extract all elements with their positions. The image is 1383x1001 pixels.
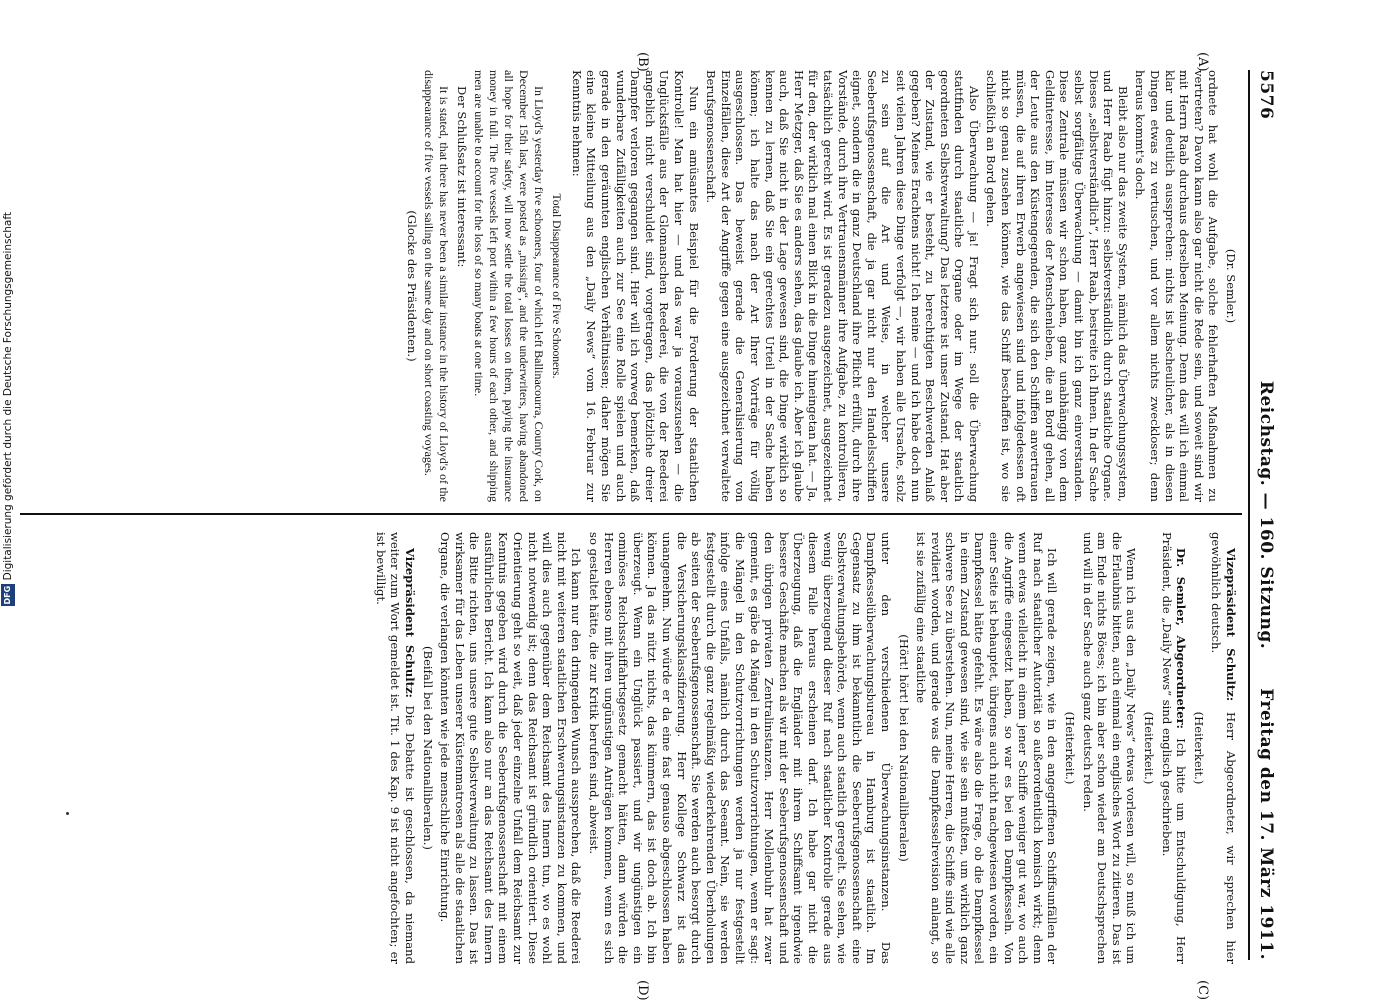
- paragraph: Ich kann nur den dringenden Wunsch aussprechen, daß die Reederei nicht mit weiteren staatlichen Erschwerungsinstanzen zu kommen, und will dies auch gegenüber dem Reichsamt des Innern tun, wo es wohl nicht notwendig ist; denn das Reichsamt ist gründlich orientiert. Diese Orientierung geht so weit, daß jeder einzelne Unfall dem Reichsamt zur Kenntnis gegeben wird durch die Seeberufsgenossenschaft mit einem ausführlichen Bericht. Ich kann also nur an das Reichsamt des Innern die Bitte richten, uns unsere gute Selbstverwaltung zu lassen. Das ist wirksamer für das Leben unserer Küstenmatrosen als alle die staatlichen Organe, die verlangen könnten wie jede menschliche Einrichtung.: [438, 532, 584, 964]
- quote-title: Total Disappearance of Five Schooners.: [550, 193, 564, 379]
- paragraph: Nun ein amüsantes Beispiel für die Forderung der staatlichen Kontrolle! Man hat hier — und das war ja vorauszusehen — die Unglücksfälle aus der Glomanschen Reederei, die von der Reederei angeblich nicht verschuldet sind, vorgetragen, das plötzliche dreier Dampfer verloren gegangen sind. Hier will ich vorweg bemerken, daß wunderbare Zufälligkeiten auch zur See eine Rolle spielen und auch gerade in den geräumten englischen Verhältnissen; daher mögen Sie eine kleine Mitteilung aus den „Daily News“ vom 16. Februar zur Kenntnis nehmen:: [569, 70, 701, 502]
- english-quote: In Lloyd's yesterday five schooners, four of which left Ballinacourra, County Cork, on December 15th last, were posted as „missing“, and the underwriters, having abandoned all hope for their safety, will now settle the total losses on them, paying the insurance money in full. The five vessels left port within a few hours of each other, and shipping men are unable to account for the loss of so many boats at one time.: [472, 70, 546, 502]
- margin-mark-b: (B): [635, 52, 650, 72]
- speaker-name: Vizepräsident Schultz:: [1224, 548, 1238, 702]
- paragraph: Der Schlußsatz ist interessant:: [454, 86, 469, 268]
- scan-speck: [66, 812, 69, 815]
- speaker-name: Dr. Semler, Abgeordneter:: [1174, 548, 1189, 729]
- speaker-continuation: (Dr. Semler.): [1224, 248, 1238, 324]
- margin-mark-a: (A): [1195, 52, 1210, 72]
- paragraph: Also Überwachung — ja! Fragt sich nur: soll die Überwachung stattfinden durch staatliche Organe oder im Wege der staatlich geordneten Selbstverwaltung? Das letztere ist unser Zustand. Hat aber der Zustand, wie er besteht, zu berechtigten Beschwerden Anlaß gegeben? Meines Erachtens nicht! Ich meine — und ich habe doch nun seit vielen Jahren diese Dinge verfolgt —, wir haben alle Ursache, stolz zu sein auf die Art und Weise, in welcher unsere Seeberufsgenossenschaft, die ja gar nicht nur den Handelsschiffen eignet, sondern die in ganz Deutschland ihre Pflicht erfüllt, durch ihre Vorstände, durch ihre Vertrauensmänner ihre Aufgabe, zu kontrollieren, tatsächlich gerecht wird. Es ist geradezu ausgezeichnet, ausgezeichnet für den, der wirklich mal einen Blick in die Dinge hineingetan hat. — Ja, Herr Metzger, daß Sie es anders sehen, das glaube ich. Aber ich glaube auch, daß Sie nicht in der Lage gewesen sind, die Dinge wirklich so kennen zu lernen, daß Sie ein gerechtes Urteil in der Sache haben können; ich halte das nach der Art Ihrer Vorträge für völlig ausgeschlossen. Das beweist gerade die Generalisierung von Einzelfällen, diese Art der Angriffe gegen eine ausgezeichnet verwaltete Berufsgenossenschaft.: [704, 70, 981, 502]
- paragraph: ordnete hat wohl die Aufgabe, solche fehlerhaften Maßnahmen zu vertreten? Davon kann also gar nicht die Rede sein, und soweit sind wir mit Herrn Raab durchaus derselben Meinung. Denn das will ich einmal klar und deutlich aussprechen: nichts ist abscheulicher, als in diesen Dingen etwas zu vertuschen, und vor allem nichts zweckloser; denn heraus kommt's doch.: [1133, 70, 1221, 502]
- left-column: [26, 70, 1238, 502]
- dfg-logo: DFG: [1, 584, 15, 606]
- stage-direction: (Heiterkeit.): [1142, 711, 1157, 785]
- page-title: Reichstag. — 160. Sitzung.: [1256, 380, 1276, 650]
- speech-text: Die Debatte ist geschlossen, da niemand weiter zum Wort gemeldet ist. Tit. 1 des Kap. 9 ist nicht angefochten; er ist bewilligt.: [373, 532, 417, 964]
- digitization-credit: [0, 212, 16, 606]
- page-date: Freitag den 17. März 1911.: [1256, 688, 1276, 960]
- paragraph: Wenn ich aus den „Daily News“ etwas vorlesen will, so muß ich um die Erlaubnis bitten, auch einmal ein englisches Wort zu zitieren. Das ist am Ende nichts Böses; ich bin aber schon wieder am Deutschsprechen und will in der Sache auch ganz deutsch reden.: [1080, 532, 1139, 964]
- stage-direction: (Beifall bei den Nationalliberalen.): [420, 646, 435, 850]
- running-head: [1248, 70, 1276, 960]
- margin-mark-d: (D): [635, 980, 650, 1001]
- column-divider: [20, 513, 1242, 515]
- english-quote: It is stated, that there has never been a similar instance in the history of Lloyd's of the disappearance of five vessels sailing on the same day and on short coasting voyages.: [422, 70, 452, 502]
- speech-text: Ich bitte um Entschuldigung, Herr Präsident, die „Daily News“ sind englisch geschrieben.: [1159, 532, 1189, 964]
- paragraph: [1159, 532, 1188, 964]
- credit-text: Digitalisierung gefördert durch die Deutsche Forschungsgemeinschaft: [2, 212, 14, 581]
- margin-mark-c: (C): [1195, 980, 1210, 1001]
- stage-direction: (Hört! hört! bei den Nationalliberalen): [896, 634, 911, 862]
- right-column: [26, 532, 1238, 964]
- page-number: 5576: [1256, 70, 1276, 120]
- paragraph: Ich will gerade zeigen, wie in den angegriffenen Schiffsunfällen der Ruf nach staatlicher Autorität so außerordentlich komisch wirkt; denn wenn etwas vielleicht in einem jener Schiffe weniger gut war, wo auch die Angriffe eingesetzt haben, so war es bei den Dampfkesseln. Von einer Seite ist behauptet, übrigens auch nicht nachgewiesen worden, ein Dampfkessel hätte gefehlt. Es wäre also die Frage, ob die Dampfkessel in einem Zustand gewesen sind, wie sie sein mußten, um wirklich ganz schwere See zu überstehen. Nun, meine Herren, die Schiffe sind wie alle revidiert worden, und gerade was die Dampfkesselrevision anlangt, so ist sie zufällig eine staatliche: [914, 532, 1060, 964]
- stage-direction: (Glocke des Präsidenten.): [404, 210, 419, 362]
- paragraph: Bleibt also nur das zweite System, nämlich das Überwachungssystem, und Herr Raab fügt hinzu: selbstverständlich durch staatliche Organe. Dieses „selbstverständlich“, Herr Raab, bestreite ich Ihnen. In der Sache selbst sorgfältige Überwachung — damit bin ich ganz einverstanden. Diese Zentrale müssen wir schon haben, ganz unabhängig von dem Geldinteresse, im Interesse der Menschenleben, die an Bord gehen, all der Leute aus den Küstengegenden, die sich den Schiffen anvertrauen müssen, die auf ihren Erwerb angewiesen sind und infolgedessen oft nicht so genau zusehen können, wie das Schiff beschaffen ist, wo sie schließlich an Bord gehen.: [984, 70, 1130, 502]
- paragraph: [1209, 532, 1238, 964]
- paragraph: [373, 532, 417, 964]
- paragraph: unter den verschiedenen Überwachungsinstanzen. Das Dampfkesselüberwachungsbureau in Hamburg ist staatlich. Im Gegensatz zu ihm ist bekanntlich die Seeberufsgenossenschaft eine Selbstverwaltungsbehörde, wenn auch staatlich geregelt. Sie sehen, wie wenig überzeugend dieser Ruf nach staatlicher Kontrolle gerade aus diesem Falle heraus erscheinen darf. Ich habe gar nicht die Überzeugung, daß die Engländer mit ihrem Schiffsamt irgendwie bessere Geschäfte machen als wir mit der Seeberufsgenossenschaft und den übrigen privaten Zentralinstanzen. Herr Mollenbuhr hat zwar gemeint, es gäbe da Mängel in den Schutzvorrichtungen, wenn er sagt: die Mängel in den Schutzvorrichtungen werden ja nur festgestellt infolge eines Unfalls, nämlich durch das Seeamt. Nein, sie werden festgestellt durch die ganz regelmäßig wiederkehrenden Überholungen ab seiten der Seeberufsgenossenschaft. Sie werden auch besorgt durch die Versicherungsklassifizierung. Herr Kollege Schwarz ist das unangenehm. Nun würde er da eine fast genauso abgeschlossen haben können. Ja das nützt nichts, das kümmern, das ist doch ab. Ich bin überzeugt. Wenn ein Unglück passiert, und wir ungünstigen ein ominöses Reichsschiffahrtsgesetz gemacht hätten, dann würden die Herren ebenso mit ihren ungünstigen Anträgen kommen, wenn es sich so gestaltet hätte, die zur Kritik berufen sind, abweist.: [587, 532, 893, 964]
- speech-text: Herr Abgeordneter, wir sprechen hier gewöhnlich deutsch.: [1209, 532, 1238, 964]
- speaker-name: Vizepräsident Schultz:: [402, 548, 417, 698]
- stage-direction: (Heiterkeit.): [1063, 711, 1078, 785]
- stage-direction: (Heiterkeit.): [1191, 711, 1206, 785]
